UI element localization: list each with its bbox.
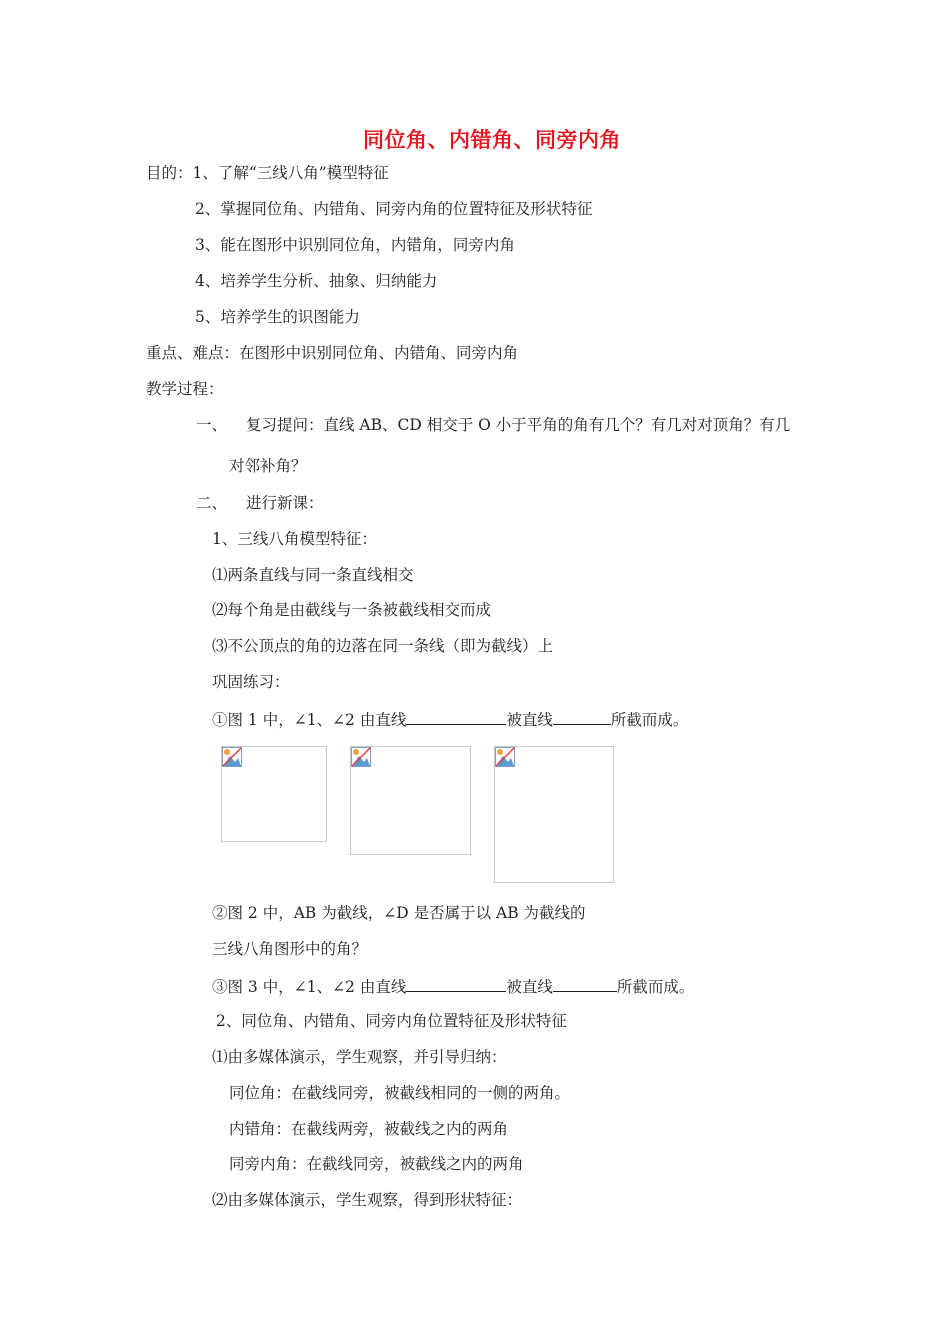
q1-prefix: ①图 1 中，∠1、∠2 由直线 — [212, 711, 407, 729]
q3-blank-1[interactable] — [406, 975, 506, 992]
broken-image-icon — [495, 747, 515, 767]
sub1-title: 1、三线八角模型特征： — [212, 530, 377, 548]
q1-blank-2[interactable] — [553, 708, 611, 725]
feature-item: ⑶不公顶点的角的边落在同一条线（即为截线）上 — [212, 637, 554, 655]
section1-number: 一、 — [196, 416, 228, 434]
objective-item: 5、培养学生的识图能力 — [195, 308, 360, 326]
q1-blank-1[interactable] — [406, 708, 506, 725]
section1-text-line2: 对邻补角？ — [229, 457, 307, 475]
broken-image-icon — [351, 747, 371, 767]
figure-2-image — [350, 746, 471, 855]
objective-item: 2、掌握同位角、内错角、同旁内角的位置特征及形状特征 — [195, 200, 593, 218]
demo-1: ⑴由多媒体演示，学生观察，并引导归纳： — [212, 1048, 507, 1066]
page-title: 同位角、内错角、同旁内角 — [363, 127, 621, 152]
feature-item: ⑴两条直线与同一条直线相交 — [212, 566, 414, 584]
question-2-line2: 三线八角图形中的角？ — [212, 940, 368, 958]
definition-alternate-interior: 内错角：在截线两旁，被截线之内的两角 — [229, 1120, 509, 1138]
figure-1-image — [221, 746, 327, 842]
q3-suffix: 所截而成。 — [616, 978, 695, 996]
broken-image-icon — [222, 747, 242, 767]
demo-2: ⑵由多媒体演示，学生观察，得到形状特征： — [212, 1191, 523, 1209]
figure-3-image — [494, 746, 614, 883]
section2-number: 二、 — [196, 494, 228, 512]
objective-item: 4、培养学生分析、抽象、归纳能力 — [195, 272, 438, 290]
objective-item: 3、能在图形中识别同位角，内错角，同旁内角 — [195, 236, 515, 254]
practice-label: 巩固练习： — [212, 673, 290, 691]
feature-item: ⑵每个角是由截线与一条被截线相交而成 — [212, 601, 492, 619]
q1-middle: 被直线 — [506, 711, 553, 729]
objectives-label: 目的： — [146, 164, 193, 182]
q1-suffix: 所截而成。 — [610, 711, 689, 729]
question-2-line1: ②图 2 中，AB 为截线，∠D 是否属于以 AB 为截线的 — [212, 904, 586, 922]
q3-prefix: ③图 3 中，∠1、∠2 由直线 — [212, 978, 407, 996]
process-label: 教学过程： — [146, 380, 224, 398]
question-1 — [212, 708, 688, 730]
key-points: 重点、难点：在图形中识别同位角、内错角、同旁内角 — [146, 344, 519, 362]
q3-blank-2[interactable] — [553, 975, 617, 992]
objectives-line-1 — [146, 163, 389, 183]
question-3 — [212, 975, 694, 997]
q3-middle: 被直线 — [506, 978, 553, 996]
section1-text-line1: 复习提问：直线 AB、CD 相交于 O 小于平角的角有几个？有几对对顶角？有几 — [246, 416, 791, 434]
definition-same-side-interior: 同旁内角：在截线同旁，被截线之内的两角 — [229, 1155, 524, 1173]
section2-text: 进行新课： — [246, 494, 324, 512]
sub2-title: 2、同位角、内错角、同旁内角位置特征及形状特征 — [216, 1012, 567, 1030]
objective-item: 1、了解“三线八角”模型特征 — [192, 164, 389, 182]
definition-corresponding: 同位角：在截线同旁，被截线相同的一侧的两角。 — [229, 1084, 571, 1102]
